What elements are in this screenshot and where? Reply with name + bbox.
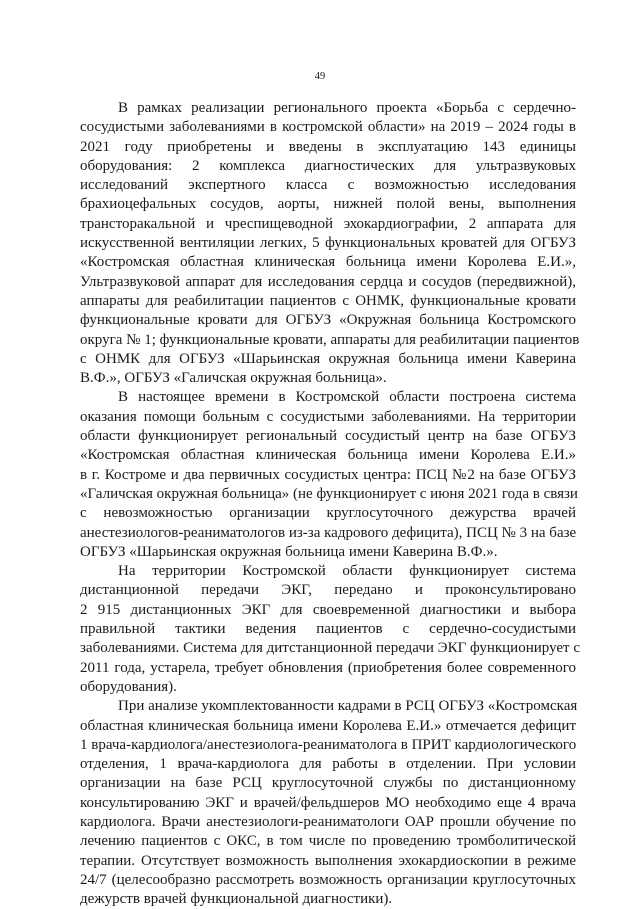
text-line: правильной тактики ведения пациентов с сердечно-сосудистыми (80, 621, 576, 638)
text-line: с невозможностью организации круглосуточного дежурства врачей (80, 505, 576, 522)
text-line: округа № 1; функциональные кровати, аппараты для реабилитации пациентов (80, 331, 580, 348)
text-line: заболеваниями. Система для дитстанционной передачи ЭКГ функционирует с (80, 640, 580, 657)
text-line: исследований экспертного класса с возможностью исследования (80, 177, 576, 194)
text-line: кардиолога. Врачи анестезиологи-реаниматологи ОАР прошли обучение по (80, 813, 576, 830)
text-line: Ультразвуковой аппарат для исследования сердца и сосудов (передвижной), (80, 273, 576, 290)
text-line: области функционирует региональный сосудистый центр на базе ОГБУЗ (80, 428, 576, 445)
text-line: В.Ф.», ОГБУЗ «Галичская окружная больница». (80, 370, 387, 387)
text-line: дистанционной передачи ЭКГ, передано и проконсультировано (80, 582, 576, 599)
text-line: «Галичская окружная больница» (не функционирует с июня 2021 года в связи (80, 485, 578, 502)
text-line: В настоящее времени в Костромской области построена система (118, 389, 576, 406)
text-line: отделения, 1 врача-кардиолога для работы в отделении. При условии (80, 756, 576, 773)
text-line: оборудования: 2 комплекса диагностических для ультразвуковых (80, 157, 576, 174)
text-line: При анализе укомплектованности кадрами в РСЦ ОГБУЗ «Костромская (118, 698, 578, 715)
text-line: организации на базе РСЦ круглосуточной службы по дистанционному (80, 775, 576, 792)
text-line: анестезиологов-реаниматологов из-за кадрового дефицита), ПСЦ № 3 на базе (80, 524, 577, 541)
text-line: терапии. Отсутствует возможность выполнения эхокардиоскопии в режиме (80, 852, 576, 869)
page-number: 49 (314, 71, 326, 82)
document-body (80, 99, 580, 909)
text-line: оказания помощи больным с сосудистыми заболеваниями. На территории (80, 408, 576, 425)
text-line: аппараты для реабилитации пациентов с ОНМК, функциональные кровати (80, 292, 576, 309)
text-line: 2 915 дистанционных ЭКГ для своевременной диагностики и выбора (80, 601, 576, 618)
text-line: функциональные кровати для ОГБУЗ «Окружная больница Костромского (80, 312, 576, 329)
text-line: 2011 года, устарела, требует обновления (приобретения более современного (80, 659, 576, 676)
text-line: В рамках реализации регионального проекта «Борьба с сердечно- (118, 100, 576, 116)
text-line: сосудистыми заболеваниями в костромской области» на 2019 – 2024 годы в (80, 119, 576, 136)
paragraph (80, 562, 580, 697)
text-line: 24/7 (целесообразно рассмотреть возможность организации круглосуточных (80, 871, 576, 888)
text-line: искусственной вентиляции легких, 5 функциональных кроватей для ОГБУЗ (80, 235, 576, 252)
text-line: брахиоцефальных сосудов, аорты, нижней полой вены, выполнения (80, 196, 576, 213)
text-line: 1 врача-кардиолога/анестезиолога-реаниматолога в ПРИТ кардиологического (80, 736, 577, 753)
text-line: ОГБУЗ «Шарьинская окружная больница имени Каверина В.Ф.». (80, 543, 498, 560)
paragraph (80, 388, 576, 562)
text-line: в г. Костроме и два первичных сосудистых центра: ПСЦ №2 на базе ОГБУЗ (80, 466, 576, 483)
text-line: На территории Костромской области функционирует система (118, 563, 576, 580)
text-line: «Костромская областная клиническая больница имени Королева Е.И.», (80, 254, 576, 271)
text-line: лечению пациентов с ОКС, в том числе по проведению тромболитической (80, 833, 576, 850)
text-line: 2021 году приобретены и введены в эксплуатацию 143 единицы (80, 138, 576, 155)
text-line: консультированию ЭКГ и врачей/фельдшеров МО необходимо еще 4 врача (80, 794, 576, 811)
text-line: трансторакальной и чреспищеводной эхокардиографии, 2 аппарата для (80, 215, 576, 232)
text-line: с ОНМК для ОГБУЗ «Шарьинская окружная больница имени Каверина (80, 350, 576, 367)
text-line: областная клиническая больница имени Королева Е.И.» отмечается дефицит (80, 717, 576, 734)
paragraph (80, 99, 580, 388)
text-line: дежурств врачей функциональной диагностики). (80, 891, 393, 908)
paragraph (80, 697, 576, 909)
text-line: «Костромская областная клиническая больница имени Королева Е.И.» (80, 447, 576, 464)
text-line: оборудования). (80, 678, 177, 695)
